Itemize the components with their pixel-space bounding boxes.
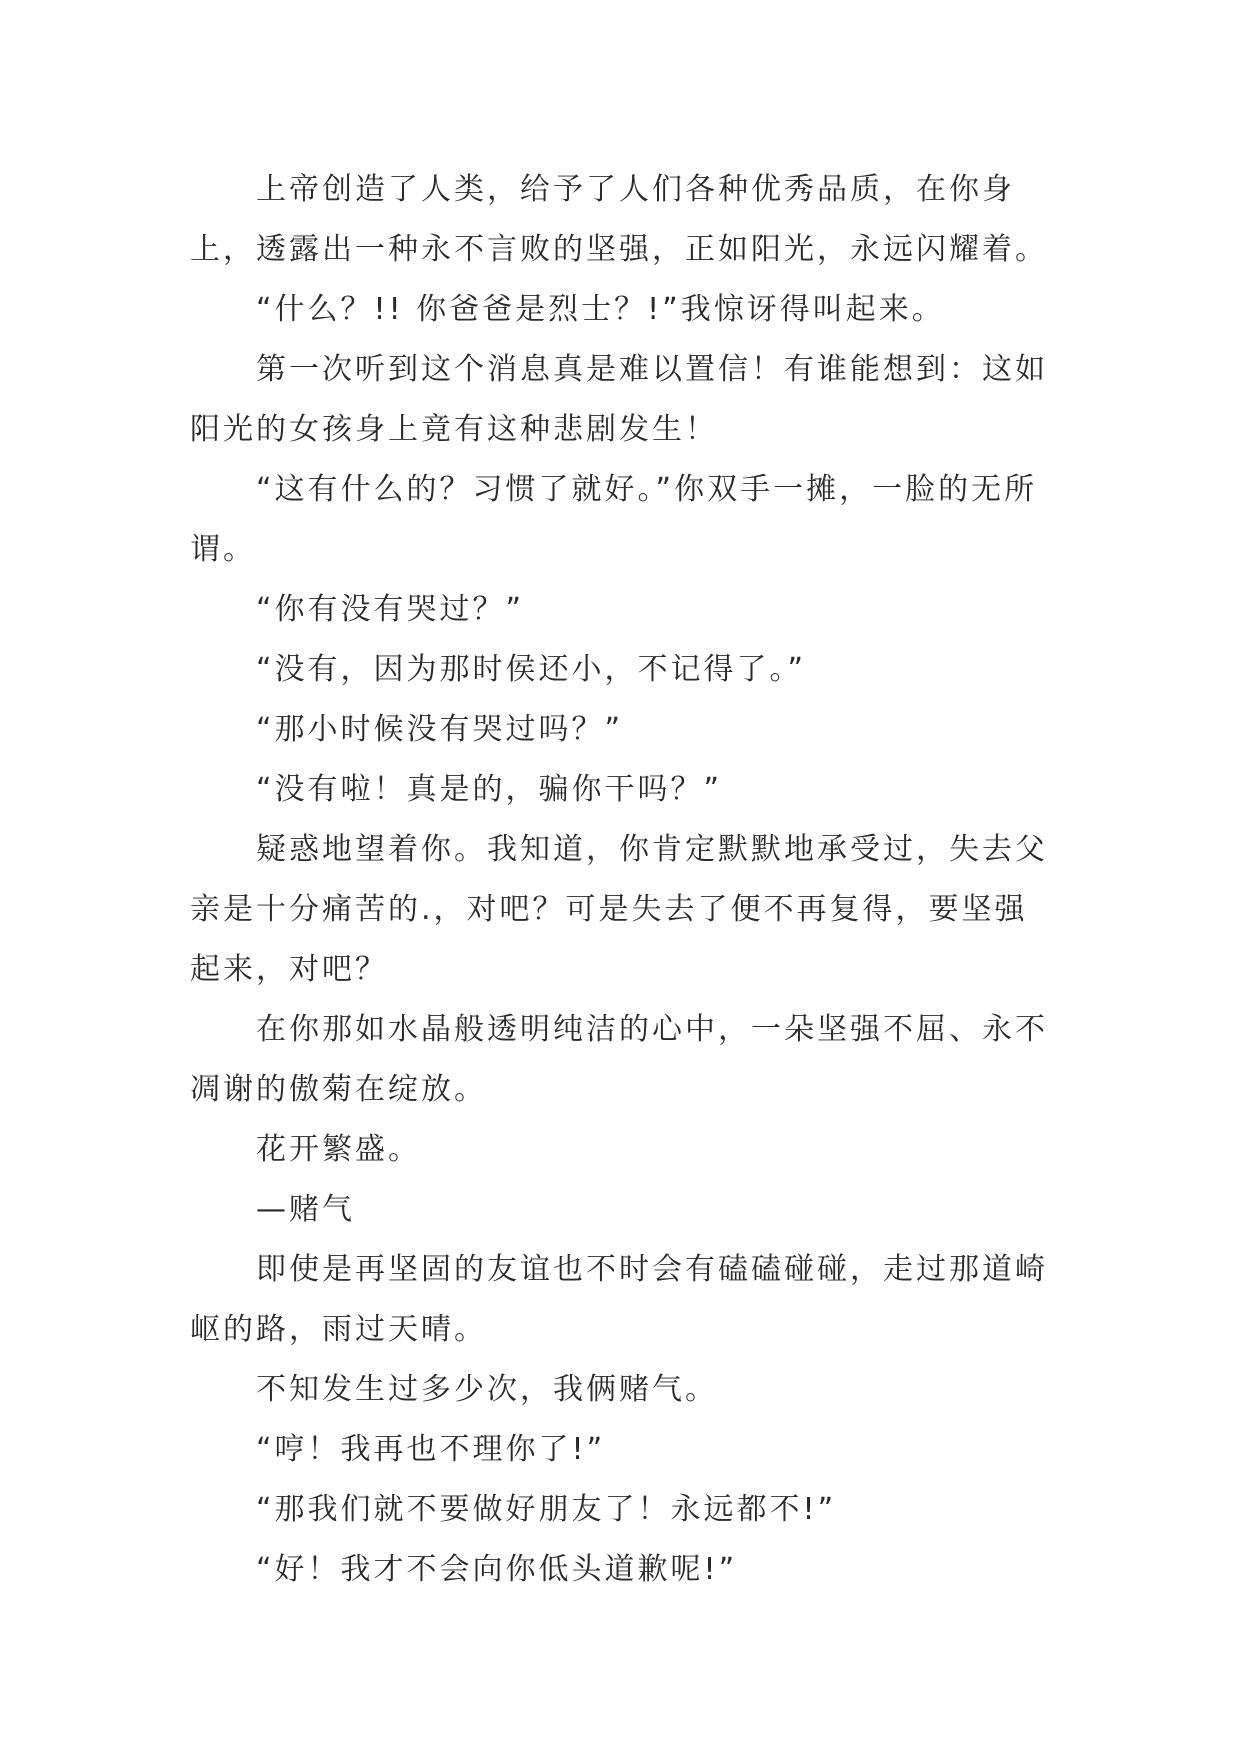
paragraph: 在你那如水晶般透明纯洁的心中，一朵坚强不屈、永不凋谢的傲菊在绽放。 (190, 1012, 1048, 1107)
paragraph: 第一次听到这个消息真是难以置信！有谁能想到：这如阳光的女孩身上竟有这种悲剧发生！ (190, 352, 1048, 447)
paragraph: “没有啦！真是的，骗你干吗？” (256, 772, 723, 807)
paragraph: 疑惑地望着你。我知道，你肯定默默地承受过，失去父亲是十分痛苦的.，对吧？可是失去了便不再复得，要坚强起来，对吧？ (190, 832, 1048, 987)
paragraph: “哼！我再也不理你了!” (256, 1432, 606, 1467)
paragraph: 花开繁盛。 (256, 1132, 421, 1167)
section-heading: —赌气 (256, 1192, 355, 1227)
paragraph: 即使是再坚固的友谊也不时会有磕磕碰碰，走过那道崎岖的路，雨过天晴。 (190, 1252, 1048, 1347)
paragraph: “没有，因为那时侯还小，不记得了。” (256, 652, 807, 687)
paragraph: “好！我才不会向你低头道歉呢!” (256, 1552, 738, 1587)
paragraph: 不知发生过多少次，我俩赌气。 (256, 1372, 718, 1407)
document-body (190, 160, 1052, 1600)
paragraph: 上帝创造了人类，给予了人们各种优秀品质，在你身上，透露出一种永不言败的坚强，正如阳光，永远闪耀着。 (190, 172, 1048, 267)
paragraph: “那小时候没有哭过吗？” (256, 712, 624, 747)
paragraph: “那我们就不要做好朋友了！永远都不!” (256, 1492, 837, 1527)
paragraph: “你有没有哭过？” (256, 592, 525, 627)
paragraph: “什么？!! 你爸爸是烈士？!”我惊讶得叫起来。 (256, 292, 945, 327)
paragraph: “这有什么的？习惯了就好。”你双手一摊，一脸的无所谓。 (190, 472, 1038, 567)
